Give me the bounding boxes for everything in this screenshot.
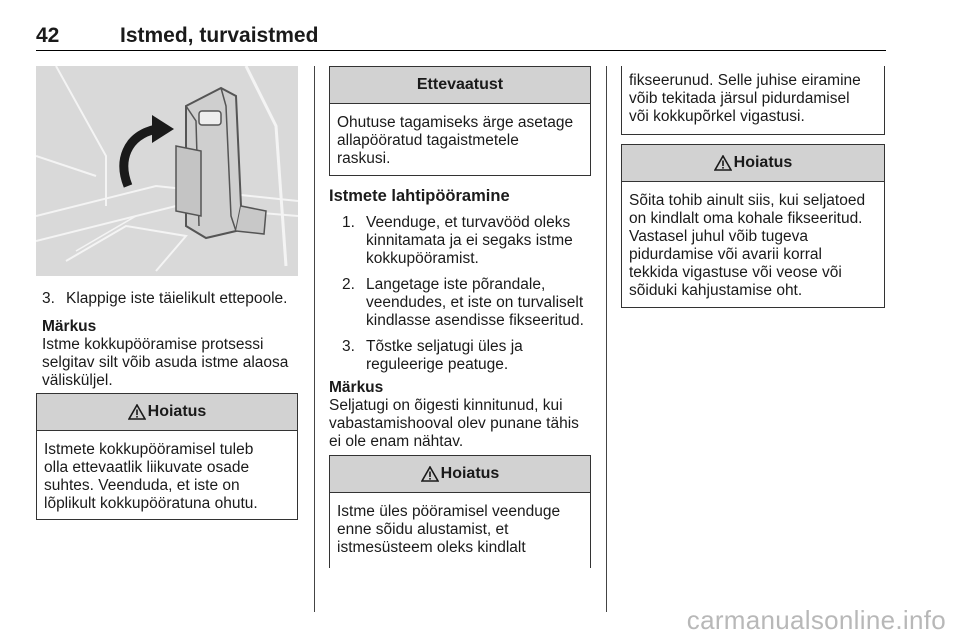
warning-body — [622, 182, 884, 300]
header-rule — [36, 50, 886, 51]
warning-title: Hoiatus — [440, 465, 500, 482]
step-text: Klappige iste täielikult ettepoole. — [66, 290, 288, 307]
caution-title: Ettevaatust — [416, 76, 504, 93]
step-number: 1. — [342, 214, 355, 231]
caution-line: raskusi. — [337, 150, 391, 167]
step-number: 3. — [42, 290, 55, 307]
warning-triangle-icon — [714, 155, 732, 171]
step-line: Langetage iste põrandale, — [366, 276, 546, 293]
seat-folding-illustration — [36, 66, 298, 276]
caution-body — [330, 104, 590, 168]
warning-line: Istme üles pööramisel veenduge — [337, 503, 561, 520]
warning-line: olla ettevaatlik liikuvate osade — [44, 459, 250, 476]
step-line: kokkupööramist. — [366, 250, 479, 267]
warning-continued-box — [621, 66, 885, 135]
step-line: Veenduge, et turvavööd oleks — [366, 214, 571, 231]
step-number: 3. — [342, 338, 355, 355]
warning-line: võib tekitada järsul pidurdamisel — [629, 90, 850, 107]
warning-line: istmesüsteem oleks kindlalt — [337, 539, 526, 556]
step-line: kinnitamata ja ei segaks istme — [366, 232, 573, 249]
watermark: carmanualsonline.info — [686, 605, 946, 635]
warning-title: Hoiatus — [147, 403, 207, 420]
warning-line: fikseerunud. Selle juhise eiramine — [629, 72, 861, 89]
column-divider-2 — [606, 66, 607, 612]
warning-line: tekkida vigastuse või veose või — [629, 264, 842, 281]
unfold-step-3 — [342, 338, 602, 374]
warning-line: enne sõidu alustamist, et — [337, 521, 509, 538]
warning-box-col1 — [36, 393, 298, 520]
page-header — [36, 22, 886, 52]
warning-line: suhtes. Veenduda, et iste on — [44, 477, 240, 494]
caution-box — [329, 66, 591, 176]
warning-line: Sõita tohib ainult siis, kui seljatoed — [629, 192, 866, 209]
page-number: 42 — [36, 24, 60, 47]
warning-line: pidurdamise või avarii korral — [629, 246, 822, 263]
warning-header — [622, 145, 884, 182]
warning-line: Vastasel juhul võib tugeva — [629, 228, 808, 245]
caution-line: allapööratud tagaistmetele — [337, 132, 519, 149]
step-line: Tõstke seljatugi üles ja — [366, 338, 523, 355]
warning-continued-body — [622, 66, 884, 126]
step-line: veendudes, et iste on turvaliselt — [366, 294, 584, 311]
warning-line: on kindlalt oma kohale fikseeritud. — [629, 210, 863, 227]
warning-line: või kokkupõrkel vigastusi. — [629, 108, 805, 125]
warning-line: sõiduki kahjustamise oht. — [629, 282, 803, 299]
column-divider-1 — [314, 66, 315, 612]
warning-body — [330, 493, 590, 557]
warning-header — [37, 394, 297, 431]
note-line: Seljatugi on õigesti kinnitunud, kui — [329, 397, 563, 414]
warning-triangle-icon — [421, 466, 439, 482]
step-number: 2. — [342, 276, 355, 293]
caution-line: Ohutuse tagamiseks ärge asetage — [337, 114, 574, 131]
note-line: ei ole enam nähtav. — [329, 433, 464, 450]
warning-line: lõplikult kokkupööratuna ohutu. — [44, 495, 258, 512]
chapter-title: Istmed, turvaistmed — [120, 24, 319, 47]
step-line: kindlasse asendisse fikseeritud. — [366, 312, 584, 329]
note-col1 — [42, 318, 307, 390]
warning-header — [330, 456, 590, 493]
note-line: vabastamishooval olev punane tähis — [329, 415, 579, 432]
note-line: Istme kokkupööramise protsessi — [42, 336, 264, 353]
warning-box-col3 — [621, 144, 885, 308]
caution-header — [330, 67, 590, 104]
warning-box-col2 — [329, 455, 591, 568]
note-heading: Märkus — [329, 379, 384, 396]
curved-arrow-icon — [116, 111, 176, 191]
note-heading: Märkus — [42, 318, 97, 335]
note-col2 — [329, 379, 599, 451]
unfold-step-1 — [342, 214, 602, 268]
unfold-step-2 — [342, 276, 602, 330]
warning-triangle-icon — [128, 404, 146, 420]
warning-line: Istmete kokkupööramisel tuleb — [44, 441, 254, 458]
step-line: reguleerige peatuge. — [366, 356, 509, 373]
section-title: Istmete lahtipööramine — [329, 187, 510, 205]
warning-body — [37, 431, 297, 513]
note-line: selgitav silt võib asuda istme alaosa — [42, 354, 289, 371]
warning-title: Hoiatus — [733, 154, 793, 171]
note-line: välisküljel. — [42, 372, 113, 389]
